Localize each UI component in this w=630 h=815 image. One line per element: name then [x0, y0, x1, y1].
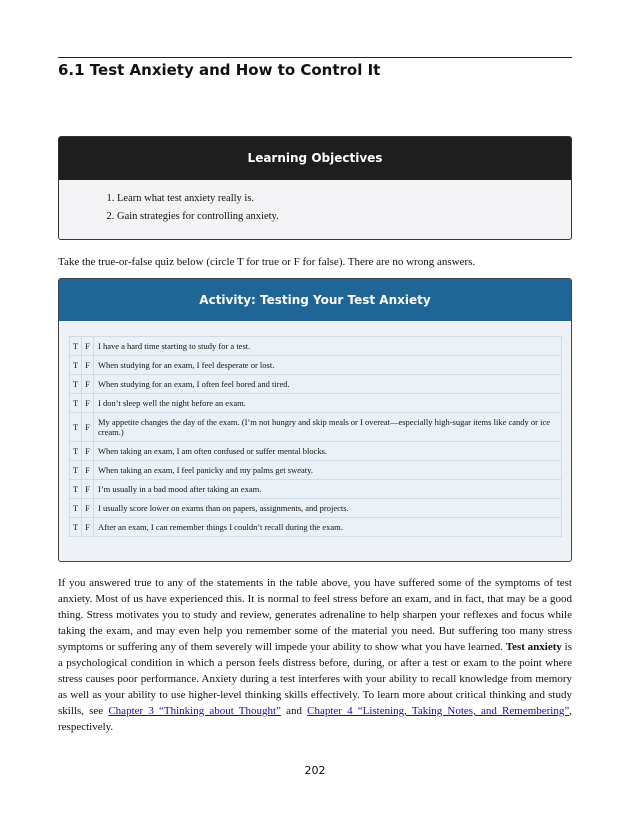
- quiz-statement: I’m usually in a bad mood after taking an exam.: [94, 480, 562, 499]
- body-paragraph: [58, 575, 572, 735]
- table-row: [70, 337, 562, 356]
- header-rule: [58, 57, 572, 58]
- false-option[interactable]: F: [82, 375, 94, 394]
- activity-heading: Activity: Testing Your Test Anxiety: [59, 279, 571, 321]
- learning-objectives-box: [58, 136, 572, 240]
- true-option[interactable]: T: [70, 394, 82, 413]
- quiz-intro: Take the true-or-false quiz below (circle T for true or F for false). There are no wrong answers.: [58, 256, 476, 268]
- false-option[interactable]: F: [82, 442, 94, 461]
- objective-item: 2. Gain strategies for controlling anxiety.: [117, 208, 571, 226]
- false-option[interactable]: F: [82, 480, 94, 499]
- quiz-statement: I don’t sleep well the night before an exam.: [94, 394, 562, 413]
- table-row: [70, 480, 562, 499]
- objective-item: 1. Learn what test anxiety really is.: [117, 190, 571, 208]
- quiz-statement: When taking an exam, I am often confused or suffer mental blocks.: [94, 442, 562, 461]
- true-option[interactable]: T: [70, 442, 82, 461]
- table-row: [70, 375, 562, 394]
- false-option[interactable]: F: [82, 518, 94, 537]
- true-option[interactable]: T: [70, 499, 82, 518]
- table-row: [70, 442, 562, 461]
- table-row: [70, 461, 562, 480]
- table-row: [70, 413, 562, 442]
- learning-objectives-list: [59, 190, 571, 226]
- true-option[interactable]: T: [70, 375, 82, 394]
- quiz-statement: I usually score lower on exams than on papers, assignments, and projects.: [94, 499, 562, 518]
- quiz-statement: I have a hard time starting to study for a test.: [94, 337, 562, 356]
- body-text-and: and: [286, 705, 302, 717]
- page-number: 202: [304, 764, 326, 777]
- section-title: 6.1 Test Anxiety and How to Control It: [58, 61, 381, 79]
- activity-box: [58, 278, 572, 562]
- chapter-4-link[interactable]: Chapter 4 “Listening, Taking Notes, and Remembering”: [307, 705, 570, 717]
- false-option[interactable]: F: [82, 394, 94, 413]
- true-option[interactable]: T: [70, 356, 82, 375]
- table-row: [70, 356, 562, 375]
- quiz-table: [69, 336, 562, 537]
- true-option[interactable]: T: [70, 518, 82, 537]
- quiz-statement: When taking an exam, I feel panicky and my palms get sweaty.: [94, 461, 562, 480]
- false-option[interactable]: F: [82, 461, 94, 480]
- false-option[interactable]: F: [82, 413, 94, 442]
- key-term-test-anxiety: Test anxiety: [505, 641, 562, 653]
- false-option[interactable]: F: [82, 356, 94, 375]
- learning-objectives-heading: Learning Objectives: [59, 137, 571, 180]
- table-row: [70, 499, 562, 518]
- body-text-end: , respectively.: [58, 705, 572, 733]
- true-option[interactable]: T: [70, 337, 82, 356]
- table-row: [70, 518, 562, 537]
- false-option[interactable]: F: [82, 337, 94, 356]
- quiz-statement: My appetite changes the day of the exam. (I’m not hungry and skip meals or I overeat—especially high-sugar items like candy or ice cream.): [94, 413, 562, 442]
- true-option[interactable]: T: [70, 480, 82, 499]
- false-option[interactable]: F: [82, 499, 94, 518]
- true-option[interactable]: T: [70, 413, 82, 442]
- quiz-statement: When studying for an exam, I feel desperate or lost.: [94, 356, 562, 375]
- body-text-part2: is a psychological condition in which a person feels distress before, during, or after a test or exam to the point where stress causes poor performance. Anxiety during a test interferes with your ability to recall knowledge from memory as well as your ability to use higher-level thinking skills effectively. To learn more about critical thinking and study skills, see: [58, 641, 573, 717]
- quiz-statement: When studying for an exam, I often feel bored and tired.: [94, 375, 562, 394]
- body-text-part1: If you answered true to any of the statements in the table above, you have suffered some of the symptoms of test anxiety. Most of us have experienced this. It is normal to feel stress before an exam, and in fact, that may be a good thing. Stress motivates you to study and review, generates adrenaline to help sharpen your reflexes and focus while taking the exam, and may even help you remember some of the material you need. But suffering too many stress symptoms or suffering any of them severely will impede your ability to show what you have learned.: [58, 577, 572, 653]
- chapter-3-link[interactable]: Chapter 3 “Thinking about Thought”: [108, 705, 281, 717]
- table-row: [70, 394, 562, 413]
- true-option[interactable]: T: [70, 461, 82, 480]
- quiz-statement: After an exam, I can remember things I couldn’t recall during the exam.: [94, 518, 562, 537]
